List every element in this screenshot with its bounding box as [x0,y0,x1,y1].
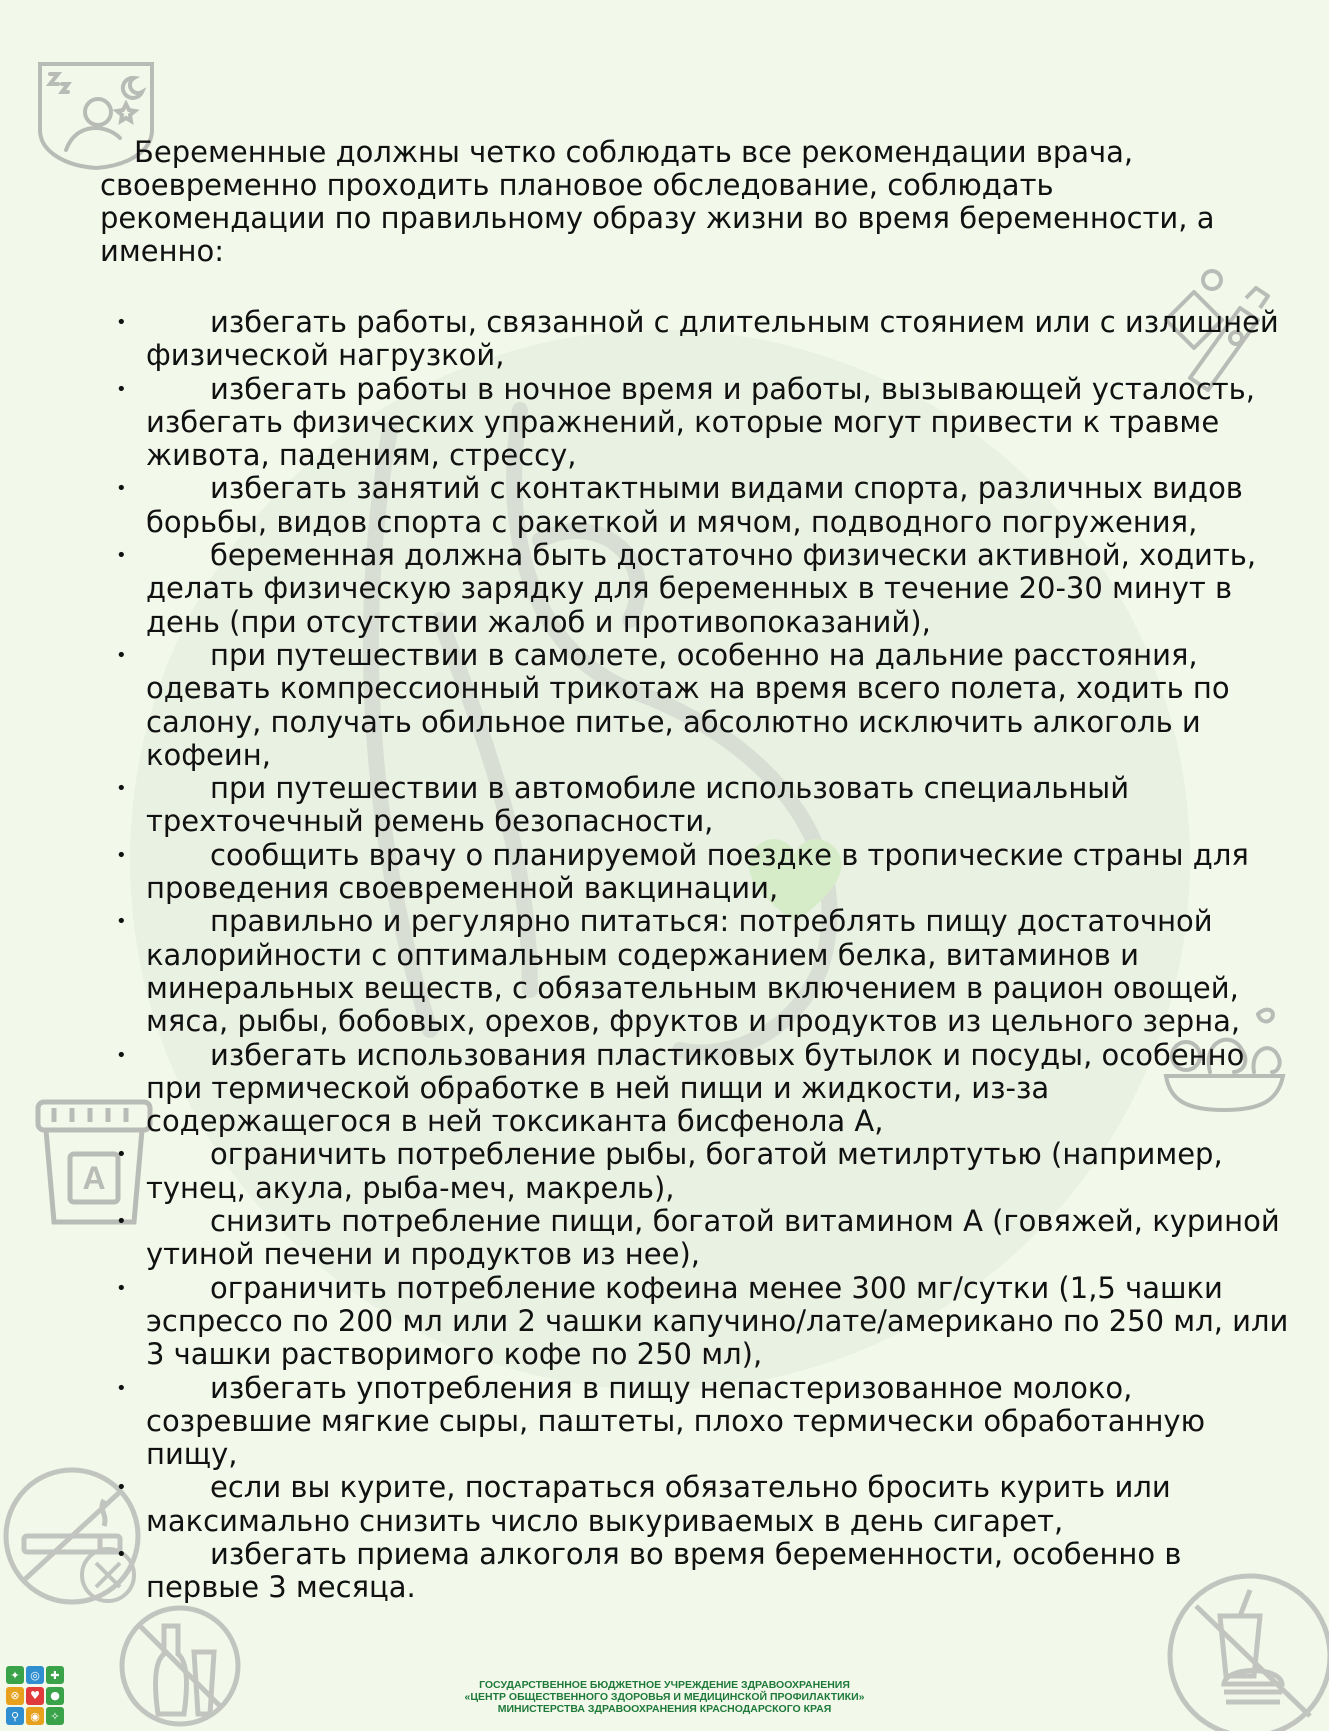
list-item [116,1471,1298,1538]
list-item-text: снизить потребление пищи, богатой витамином А (говяжей, куриной утиной печени и продуктов из нее), [146,1204,1280,1272]
bullet: • [116,778,127,800]
bullet: • [116,1044,127,1066]
bullet: • [116,1477,127,1499]
logo-tile: ◉ [26,1707,44,1725]
list-item [116,772,1298,839]
logo-tile: ♥ [26,1687,44,1705]
bullet: • [116,844,127,866]
logo-tile: ⚲ [6,1707,24,1725]
list-item-text: избегать употребления в пищу непастеризованное молоко, созревшие мягкие сыры, паштеты, плохо термически обработанную пищу, [146,1370,1206,1472]
bullet: • [116,1144,127,1166]
bullet: • [116,1277,127,1299]
list-item-text: избегать занятий с контактными видами спорта, различных видов борьбы, видов спорта с ракеткой и мячом, подводного погружения, [146,471,1243,539]
bullet: • [116,644,127,666]
footer [0,1679,1329,1715]
list-item-text: беременная должна быть достаточно физически активной, ходить, делать физическую зарядку для беременных в течение 20-30 минут в день (при отсутствии жалоб и противопоказаний), [146,538,1257,639]
list-item [116,539,1298,639]
list-item [116,1538,1298,1605]
list-item [116,472,1298,539]
list-item [116,905,1298,1038]
bullet: • [116,378,127,400]
list-item [116,373,1298,473]
logo-tile: ● [46,1687,64,1705]
logo-tile: ✦ [6,1666,24,1684]
footer-line-2: «ЦЕНТР ОБЩЕСТВЕННОГО ЗДОРОВЬЯ И МЕДИЦИНСКОЙ ПРОФИЛАКТИКИ» [464,1691,865,1703]
list-item [116,306,1298,373]
bullet: • [116,1377,127,1399]
recommendations-list [116,306,1298,1605]
list-item-text: избегать приема алкоголя во время беременности, особенно в первые 3 месяца. [146,1536,1182,1605]
bullet: • [116,1543,127,1565]
list-item [116,1138,1298,1205]
footer-line-3: МИНИСТЕРСТВА ЗДРАВООХРАНЕНИЯ КРАСНОДАРСКОГО КРАЯ [497,1703,832,1715]
list-item [116,1039,1298,1139]
list-item [116,1205,1298,1272]
list-item [116,639,1298,772]
bullet: • [116,312,127,333]
list-item-text: сообщить врачу о планируемой поездке в тропические страны для проведения своевременной вакцинации, [146,837,1249,906]
list-item-text: правильно и регулярно питаться: потреблять пищу достаточной калорийности с оптимальным содержанием белка, витаминов и минеральных веществ, с обязательным включением в рацион овощей, мяса, рыбы, бобовых, орехов, фруктов и продуктов из цельного зерна, [146,904,1241,1039]
logo-tile: ✚ [46,1666,64,1684]
list-item-text: при путешествии в автомобиле использовать специальный трехточечный ремень безопасности, [146,771,1130,839]
logo-tile: ✧ [46,1707,64,1725]
intro-paragraph: Беременные должны четко соблюдать все рекомендации врача, своевременно проходить плановое обследование, соблюдать рекомендации по правильному образу жизни во время беременности, а именно: [100,135,1215,268]
list-item [116,1372,1298,1472]
bullet: • [116,478,127,500]
list-item-text: избегать работы, связанной с длительным стоянием или с излишней физической нагрузкой, [146,305,1279,373]
svg-text:A: A [82,1160,106,1196]
list-item-text: при путешествии в самолете, особенно на дальние расстояния, одевать компрессионный трикотаж на время всего полета, ходить по салону, получать обильное питье, абсолютно исключить алкоголь и кофеин, [146,637,1230,772]
list-item [116,839,1298,906]
list-item-text: избегать работы в ночное время и работы, вызывающей усталость, избегать физических упражнений, которые могут привести к травме живота, падениям, стрессу, [146,371,1255,473]
list-item-text: избегать использования пластиковых бутылок и посуды, особенно при термической обработке в ней пищи и жидкости, из-за содержащегося в ней токсиканта бисфенола А, [146,1037,1245,1139]
list-item-text: ограничить потребление рыбы, богатой метилртутью (например, тунец, акула, рыба-меч, макрель), [146,1137,1223,1205]
logo-tile: ⊗ [6,1687,24,1705]
footer-line-1: ГОСУДАРСТВЕННОЕ БЮДЖЕТНОЕ УЧРЕЖДЕНИЕ ЗДРАВООХРАНЕНИЯ [479,1679,850,1691]
logo-tile: ◎ [26,1666,44,1684]
list-item-text: если вы курите, постараться обязательно бросить курить или максимально снизить число выкуриваемых в день сигарет, [146,1470,1171,1538]
bullet: • [116,1211,127,1233]
list-item-text: ограничить потребление кофеина менее 300 мг/сутки (1,5 чашки эспрессо по 200 мл или 2 чашки капучино/лате/американо по 250 мл, или 3 чашки растворимого кофе по 250 мл), [146,1270,1289,1372]
bullet: • [116,911,127,933]
list-item [116,1272,1298,1372]
bullet: • [116,545,127,567]
